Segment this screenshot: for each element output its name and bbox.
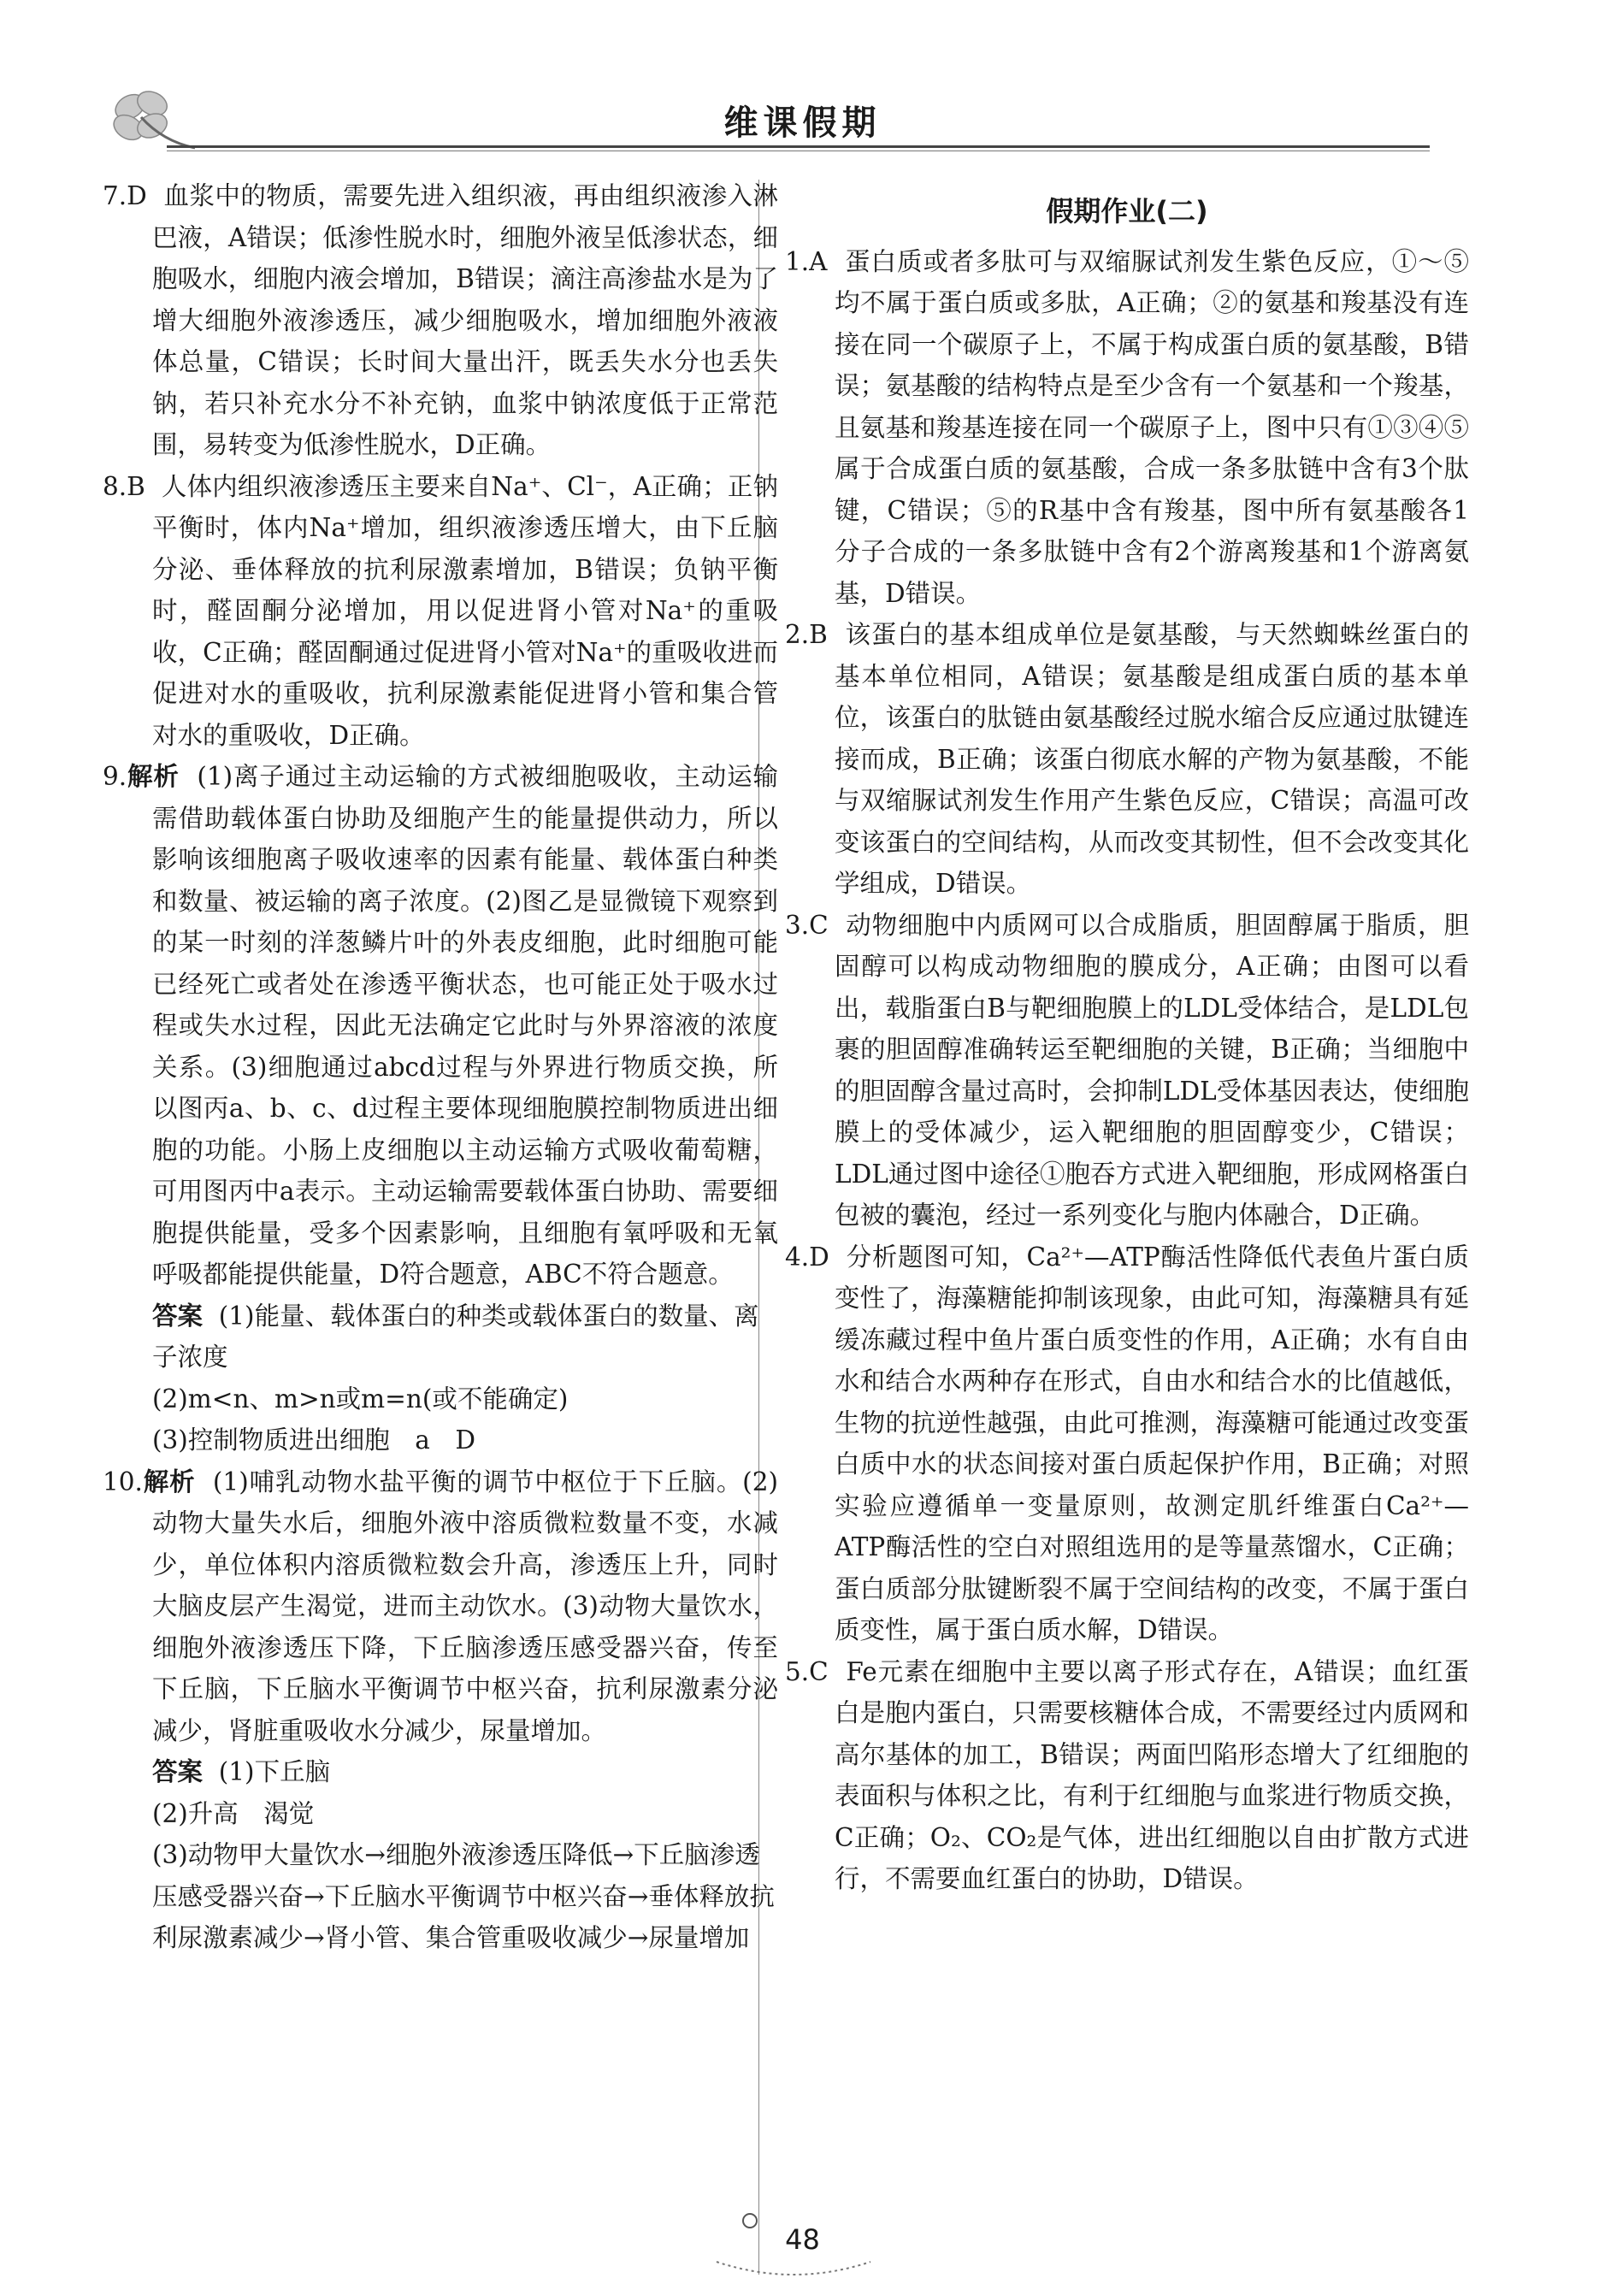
answer-text: (1)能量、载体蛋白的种类或载体蛋白的数量、离子浓度 xyxy=(152,1301,759,1372)
answer-item-10 xyxy=(103,1461,778,1752)
item-number: 10. xyxy=(103,1467,143,1496)
answer-item-5 xyxy=(785,1651,1469,1900)
item-text: 该蛋白的基本组成单位是氨基酸，与天然蜘蛛丝蛋白的基本单位相同，A错误；氨基酸是组成蛋白质的基本单位，该蛋白的肽链由氨基酸经过脱水缩合反应通过肽键连接而成，B正确；该蛋白彻底水解的产物为氨基酸，不能与双缩脲试剂发生作用产生紫色反应，C错误；高温可改变该蛋白的空间结构，从而改变其韧性，但不会改变其化学组成，D错误。 xyxy=(835,620,1469,898)
answer-line: (3)动物甲大量饮水→细胞外液渗透压降低→下丘脑渗透压感受器兴奋→下丘脑水平衡调节中枢兴奋→垂体释放抗利尿激素减少→肾小管、集合管重吸收减少→尿量增加 xyxy=(152,1840,775,1952)
answer-line: (3)控制物质进出细胞 a D xyxy=(152,1425,476,1455)
answer-item-2 xyxy=(785,614,1469,905)
answer-item-3 xyxy=(785,905,1469,1237)
answer-block-10 xyxy=(103,1751,778,1793)
answer-label: 答案 xyxy=(152,1300,204,1331)
item-number: 4.D xyxy=(785,1242,829,1272)
page-header-title: 维课假期 xyxy=(723,103,882,143)
item-number: 3.C xyxy=(785,910,829,940)
item-text: 蛋白质或者多肽可与双缩脲试剂发生紫色反应，①～⑤均不属于蛋白质或多肽，A正确；②的氨基和羧基没有连接在同一个碳原子上，不属于构成蛋白质的氨基酸，B错误；氨基酸的结构特点是至少含有一个氨基和一个羧基，且氨基和羧基连接在同一个碳原子上，图中只有①③④⑤属于合成蛋白质的氨基酸，合成一条多肽链中含有3个肽键，C错误；⑤的R基中含有羧基，图中所有氨基酸各1分子合成的一条多肽链中含有2个游离羧基和1个游离氨基，D错误。 xyxy=(835,246,1469,608)
item-text: 人体内组织液渗透压主要来自Na⁺、Cl⁻，A正确；正钠平衡时，体内Na⁺增加，组织液渗透压增大，由下丘脑分泌、垂体释放的抗利尿激素增加，B错误；负钠平衡时，醛固酮分泌增加，用以促进肾小管对Na⁺的重吸收，C正确；醛固酮通过促进肾小管对Na⁺的重吸收进而促进对水的重吸收，抗利尿激素能促进肾小管和集合管对水的重吸收，D正确。 xyxy=(152,471,778,750)
answer-item-9 xyxy=(103,756,778,1296)
answer-line: (2)升高 渴觉 xyxy=(152,1798,315,1828)
right-column xyxy=(785,175,1469,1900)
item-number: 8.B xyxy=(103,471,145,501)
item-number: 9. xyxy=(103,762,127,791)
answer-item-1 xyxy=(785,241,1469,615)
left-column xyxy=(103,175,778,1959)
item-number: 7.D xyxy=(103,181,147,210)
header-rule xyxy=(167,145,1430,148)
item-number: 5.C xyxy=(785,1656,829,1686)
analysis-label: 解析 xyxy=(127,761,180,791)
item-text: 动物细胞中内质网可以合成脂质，胆固醇属于脂质，胆固醇可以构成动物细胞的膜成分，A正确；由图可以看出，载脂蛋白B与靶细胞膜上的LDL受体结合，是LDL包裹的胆固醇准确转运至靶细胞的关键，B正确；当细胞中的胆固醇含量过高时，会抑制LDL受体基因表达，使细胞膜上的受体减少，运入靶细胞的胆固醇变少，C错误；LDL通过图中途径①胞吞方式进入靶细胞，形成网格蛋白包被的囊泡，经过一系列变化与胞内体融合，D正确。 xyxy=(835,910,1469,1230)
item-text: 分析题图可知，Ca²⁺—ATP酶活性降低代表鱼片蛋白质变性了，海藻糖能抑制该现象，由此可知，海藻糖具有延缓冻藏过程中鱼片蛋白质变性的作用，A正确；水有自由水和结合水两种存在形式，自由水和结合水的比值越低，生物的抗逆性越强，由此可推测，海藻糖可能通过改变蛋白质中水的状态间接对蛋白质起保护作用，B正确；对照实验应遵循单一变量原则，故测定肌纤维蛋白Ca²⁺—ATP酶活性的空白对照组选用的是等量蒸馏水，C正确；蛋白质部分肽键断裂不属于空间结构的改变，不属于蛋白质变性，属于蛋白质水解，D错误。 xyxy=(835,1242,1469,1644)
analysis-label: 解析 xyxy=(142,1466,196,1496)
page-number: 48 xyxy=(785,2223,820,2256)
answer-block-9 xyxy=(103,1296,778,1378)
item-number: 2.B xyxy=(785,620,828,649)
item-text: Fe元素在细胞中主要以离子形式存在，A错误；血红蛋白是胞内蛋白，只需要核糖体合成，不需要经过内质网和高尔基体的加工，B错误；两面凹陷形态增大了红细胞的表面积与体积之比，有利于红细胞与血浆进行物质交换，C正确；O₂、CO₂是气体，进出红细胞以自由扩散方式进行，不需要血红蛋白的协助，D错误。 xyxy=(835,1656,1469,1893)
answer-label: 答案 xyxy=(152,1756,204,1786)
answer-item-8 xyxy=(103,466,778,757)
answer-item-7 xyxy=(103,175,778,466)
section-title: 假期作业(二) xyxy=(1046,195,1208,227)
answer-item-4 xyxy=(785,1237,1469,1651)
item-text: 血浆中的物质，需要先进入组织液，再由组织液渗入淋巴液，A错误；低渗性脱水时，细胞外液呈低渗状态，细胞吸水，细胞内液会增加，B错误；滴注高渗盐水是为了增大细胞外液渗透压，减少细胞吸水，增加细胞外液液体总量，C错误；长时间大量出汗，既丢失水分也丢失钠，若只补充水分不补充钠，血浆中钠浓度低于正常范围，易转变为低渗性脱水，D正确。 xyxy=(152,181,778,459)
item-text: (1)哺乳动物水盐平衡的调节中枢位于下丘脑。(2)动物大量失水后，细胞外液中溶质微粒数量不变，水减少，单位体积内溶质微粒数会升高，渗透压上升，同时大脑皮层产生渴觉，进而主动饮水。(3)动物大量饮水，细胞外液渗透压下降，下丘脑渗透压感受器兴奋，传至下丘脑，下丘脑水平衡调节中枢兴奋，抗利尿激素分泌减少，肾脏重吸收水分减少，尿量增加。 xyxy=(152,1467,778,1745)
item-number: 1.A xyxy=(785,246,828,276)
item-text: (1)离子通过主动运输的方式被细胞吸收，主动运输需借助载体蛋白协助及细胞产生的能量提供动力，所以影响该细胞离子吸收速率的因素有能量、载体蛋白种类和数量、被运输的离子浓度。(2)图乙是显微镜下观察到的某一时刻的洋葱鳞片叶的外表皮细胞，此时细胞可能已经死亡或者处在渗透平衡状态，也可能正处于吸水过程或失水过程，因此无法确定它此时与外界溶液的浓度关系。(3)细胞通过abcd过程与外界进行物质交换，所以图丙a、b、c、d过程主要体现细胞膜控制物质进出细胞的功能。小肠上皮细胞以主动运输方式吸收葡萄糖，可用图丙中a表示。主动运输需要载体蛋白协助、需要细胞提供能量，受多个因素影响，且细胞有氧呼吸和无氧呼吸都能提供能量，D符合题意，ABC不符合题意。 xyxy=(152,762,778,1289)
page-arc-ornament-icon xyxy=(708,2258,879,2283)
answer-line: (2)m<n、m>n或m=n(或不能确定) xyxy=(152,1384,569,1414)
page-header xyxy=(0,0,1605,162)
answer-text: (1)下丘脑 xyxy=(218,1757,331,1786)
